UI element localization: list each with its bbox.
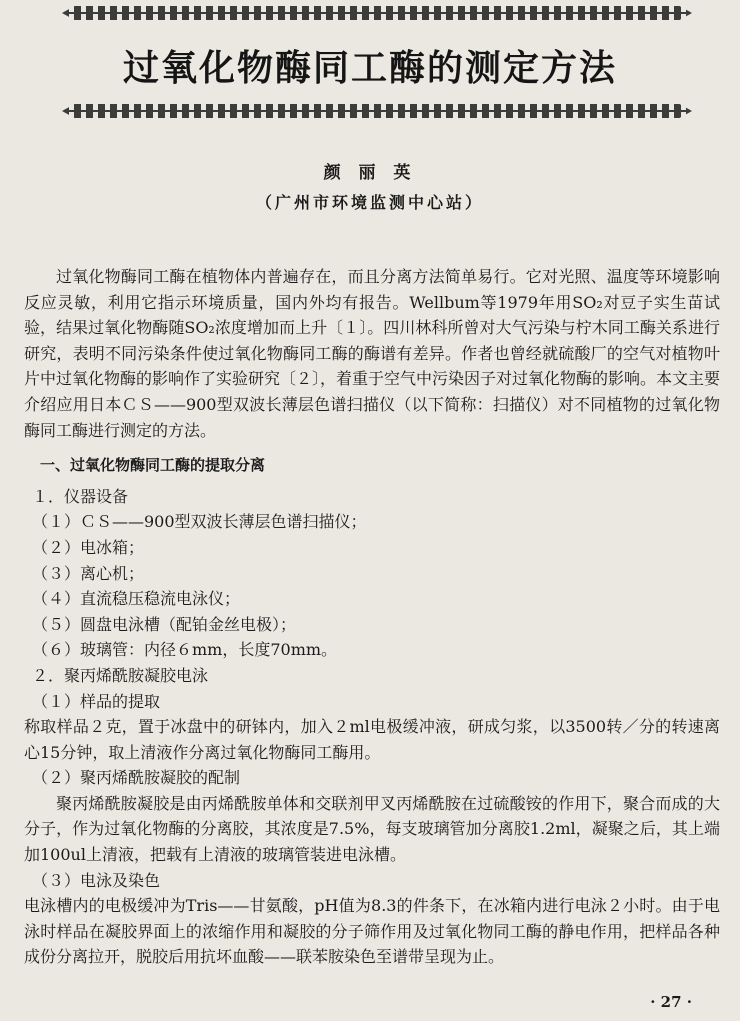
- page-number: · 27 ·: [650, 993, 692, 1011]
- equipment-item: （３）离心机；: [32, 563, 145, 583]
- step-paragraph: 称取样品２克，置于冰盘中的研钵内，加入２ml电极缓冲液，研成匀浆，以3500转／分的转速离心15分钟，取上清液作分离过氧化物酶同工酶用。: [24, 717, 720, 762]
- intro-paragraph: 过氧化物酶同工酶在植物体内普遍存在，而且分离方法简单易行。它对光照、温度等环境影响反应灵敏，利用它指示环境质量，国内外均有报告。Wellbum等1979年用SO₂对豆子实生苗试验，结果过氧化物酶随SO₂浓度增加而上升〔１〕。四川林科所曾对大气污染与柠木同工酶关系进行研究，表明不同污染条件使过氧化物酶同工酶的酶谱有差异。作者也曾经就硫酸厂的空气对植物叶片中过氧化物酶的影响作了实验研究〔２〕，着重于空气中污染因子对过氧化物酶的影响。本文主要介绍应用日本ＣＳ——900型双波长薄层色谱扫描仪（以下简称：扫描仪）对不同植物的过氧化物酶同工酶进行测定的方法。: [24, 267, 721, 440]
- top-decorative-rule: [62, 6, 692, 20]
- equipment-item: （６）玻璃管：内径６mm，长度70mm。: [32, 640, 338, 660]
- author-name: 颜 丽 英: [323, 163, 417, 183]
- author-affiliation: （广州市环境监测中心站）: [255, 193, 484, 212]
- equipment-item: （２）电冰箱；: [32, 537, 145, 557]
- step-heading: （１）样品的提取: [32, 691, 161, 711]
- step-paragraph: 电泳槽内的电极缓冲为Tris——甘氨酸，pH值为8.3的件条下，在冰箱内进行电泳２小时。由于电泳时样品在凝胶界面上的浓缩作用和凝胶的分子筛作用及过氧化物同工酶的静电作用，把样品各种成份分离拉开，脱胶后用抗坏血酸——联苯胺染色至谱带呈现为止。: [24, 896, 720, 967]
- equipment-item: （４）直流稳压稳流电泳仪；: [32, 589, 241, 609]
- article-body: [24, 264, 720, 970]
- article-title: 过氧化物酶同工酶的测定方法: [122, 47, 617, 89]
- equipment-item: （１）ＣＳ——900型双波长薄层色谱扫描仪；: [32, 512, 367, 532]
- step-heading: （２）聚丙烯酰胺凝胶的配制: [32, 768, 241, 788]
- subsection-heading: ２．聚丙烯酰胺凝胶电泳: [32, 665, 209, 685]
- subsection-heading: １．仪器设备: [32, 486, 129, 506]
- step-heading: （３）电泳及染色: [32, 870, 161, 890]
- equipment-item: （５）圆盘电泳槽（配铂金丝电极）；: [32, 614, 297, 634]
- section-heading: 一、过氧化物酶同工酶的提取分离: [40, 456, 266, 475]
- bottom-decorative-rule: [62, 104, 692, 118]
- step-paragraph: 聚丙烯酰胺凝胶是由丙烯酰胺单体和交联剂甲叉丙烯酰胺在过硫酸铵的作用下，聚合而成的大分子，作为过氧化物酶的分离胶，其浓度是7.5%，每支玻璃管加分离胶1.2ml，凝聚之后，其上端加100ul上清液，把载有上清液的玻璃管装进电泳槽。: [24, 793, 720, 865]
